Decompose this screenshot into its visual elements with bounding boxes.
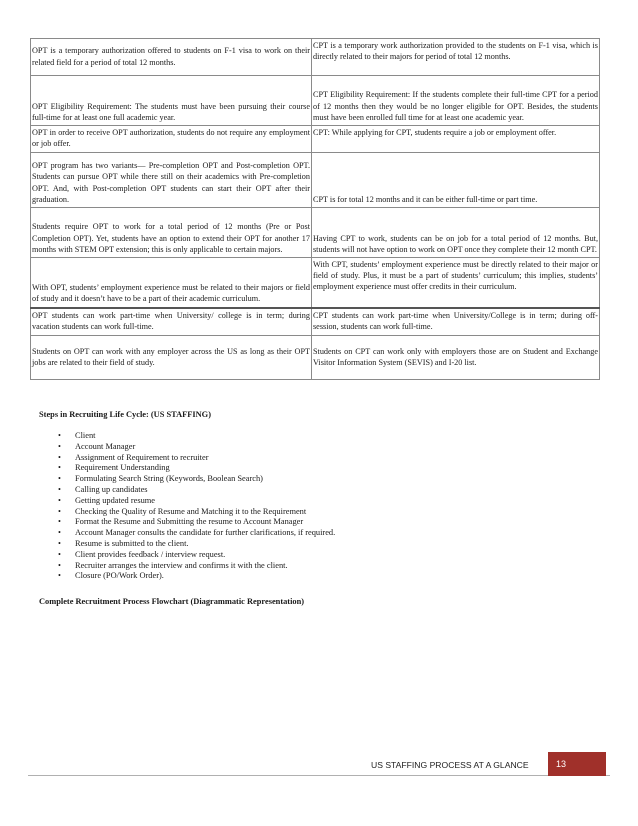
- bullet-icon: •: [58, 506, 61, 516]
- step-label: Format the Resume and Submitting the resume to Account Manager: [75, 517, 304, 527]
- cpt-cell: CPT is a temporary work authorization provided to the students on F-1 visa, which is directly related to their majors for period of total 12 months.: [312, 39, 600, 76]
- list-item: [58, 474, 335, 485]
- list-item: [58, 517, 335, 528]
- step-label: Client: [75, 431, 96, 440]
- list-item: [58, 485, 335, 496]
- step-label: Calling up candidates: [75, 484, 148, 494]
- table-row: [31, 308, 600, 336]
- step-label: Requirement Understanding: [75, 463, 170, 473]
- list-item: [58, 431, 335, 442]
- step-label: Recruiter arranges the interview and confirms it with the client.: [75, 560, 288, 570]
- step-label: Account Manager: [75, 441, 136, 451]
- table-row: [31, 336, 600, 380]
- table-row: [31, 76, 600, 126]
- bullet-icon: •: [58, 549, 61, 559]
- step-label: Assignment of Requirement to recruiter: [75, 452, 209, 462]
- steps-heading: Steps in Recruiting Life Cycle: (US STAFFING): [39, 410, 211, 419]
- step-label: Getting updated resume: [75, 495, 156, 505]
- opt-cell: Students require OPT to work for a total period of 12 months (Pre or Post Completion OPT). Yet, students have an option to extend their OPT for another 17 months with STEM OPT extension; this is only applicable to certain majors.: [31, 208, 312, 258]
- bullet-icon: •: [58, 560, 61, 570]
- list-item: [58, 463, 335, 474]
- bullet-icon: •: [58, 452, 61, 462]
- page-number-badge: 13: [548, 752, 606, 776]
- cpt-cell: Students on CPT can work only with employers those are on Student and Exchange Visitor Information System (SEVIS) and I-20 list.: [312, 336, 600, 380]
- step-label: Account Manager consults the candidate for further clarifications, if required.: [75, 528, 336, 538]
- cpt-cell: CPT students can work part-time when University/College is in term; during off-session, students can work full-time.: [312, 308, 600, 336]
- footer-title: US STAFFING PROCESS AT A GLANCE: [371, 760, 529, 770]
- step-label: Closure (PO/Work Order).: [75, 571, 164, 581]
- table-row: [31, 126, 600, 153]
- list-item: [58, 561, 335, 572]
- bullet-icon: •: [58, 538, 61, 548]
- bullet-icon: •: [58, 431, 61, 440]
- cpt-cell: CPT: While applying for CPT, students require a job or employment offer.: [312, 126, 600, 153]
- list-item: [58, 442, 335, 453]
- cpt-cell: CPT is for total 12 months and it can be either full-time or part time.: [312, 153, 600, 208]
- bullet-icon: •: [58, 571, 61, 581]
- step-label: Formulating Search String (Keywords, Boolean Search): [75, 474, 263, 484]
- flowchart-heading: Complete Recruitment Process Flowchart (Diagrammatic Representation): [39, 597, 305, 606]
- opt-cell: Students on OPT can work with any employer across the US as long as their OPT jobs are related to their field of study.: [31, 336, 312, 380]
- table-row: [31, 258, 600, 308]
- opt-cell: OPT in order to receive OPT authorization, students do not require any employment or job offer.: [31, 126, 312, 153]
- bullet-icon: •: [58, 528, 61, 538]
- recruiting-steps-list: [58, 431, 335, 582]
- list-item: [58, 507, 335, 518]
- opt-cell: OPT is a temporary authorization offered to students on F-1 visa to work on their related field for a period of total 12 months.: [31, 39, 312, 76]
- bullet-icon: •: [58, 495, 61, 505]
- list-item: [58, 539, 335, 550]
- bullet-icon: •: [58, 474, 61, 484]
- step-label: Client provides feedback / interview request.: [75, 549, 226, 559]
- opt-cpt-comparison-table: [30, 38, 600, 380]
- cpt-cell: CPT Eligibility Requirement: If the students complete their full-time CPT for a period of 12 months then they would be no longer eligible for OPT. Besides, the students must have been enrolled full time for at least one academic year.: [312, 76, 600, 126]
- bullet-icon: •: [58, 484, 61, 494]
- opt-cell: With OPT, students’ employment experience must be related to their majors or field of study and it doesn’t have to be a part of their academic curriculum.: [31, 258, 312, 308]
- list-item: [58, 550, 335, 561]
- list-item: [58, 528, 335, 539]
- opt-cell: OPT Eligibility Requirement: The students must have been pursuing their course full-time for at least one full academic year.: [31, 76, 312, 126]
- table-row: [31, 208, 600, 258]
- bullet-icon: •: [58, 463, 61, 473]
- list-item: [58, 453, 335, 464]
- opt-cell: OPT program has two variants— Pre-completion OPT and Post-completion OPT. Students can pursue OPT while there still on their academics with Pre-completion OPT. And, with Post-completion OPT students can start their OPT after their graduation.: [31, 153, 312, 208]
- list-item: [58, 496, 335, 507]
- opt-cell: OPT students can work part-time when University/ college is in term; during vacation students can work full-time.: [31, 308, 312, 336]
- cpt-cell: Having CPT to work, students can be on job for a total period of 12 months. But, students will not have option to work on OPT once they complete their 12 month CPT.: [312, 208, 600, 258]
- footer-divider: [28, 775, 610, 776]
- bullet-icon: •: [58, 517, 61, 527]
- table-row: [31, 153, 600, 208]
- list-item: [58, 571, 335, 582]
- step-label: Resume is submitted to the client.: [75, 538, 189, 548]
- step-label: Checking the Quality of Resume and Matching it to the Requirement: [75, 506, 307, 516]
- cpt-cell: With CPT, students’ employment experience must be directly related to their major or field of study. Plus, it must be a part of students’ curriculum; this implies, students’ employment experience must offer credits in their curriculum.: [312, 258, 600, 308]
- bullet-icon: •: [58, 441, 61, 451]
- table-row: [31, 39, 600, 76]
